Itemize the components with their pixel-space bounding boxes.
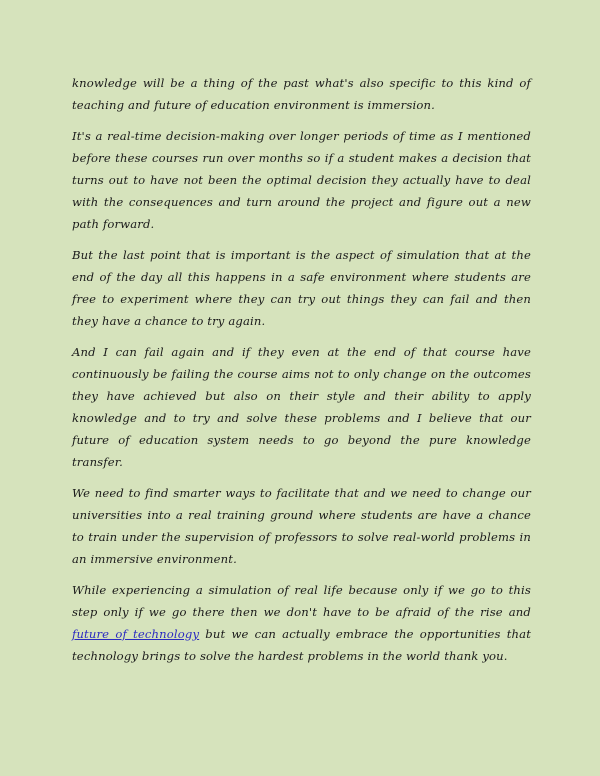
paragraph-conclusion	[72, 579, 531, 667]
future-of-technology-link[interactable]: future of technology	[72, 627, 200, 641]
paragraph-universities: We need to find smarter ways to facilitate that and we need to change our universities into a real training ground where students are have a chance to train under the supervision of professors to solve real-world problems in an immersive environment.	[72, 486, 531, 566]
conclusion-text-before: While experiencing a simulation of real life because only if we go to this step only if we go there then we don't have to be afraid of the rise and	[72, 583, 531, 619]
document-body	[72, 72, 531, 676]
paragraph-simulation: But the last point that is important is the aspect of simulation that at the end of the day all this happens in a safe environment where students are free to experiment where they can try out things they can fail and then they have a chance to try again.	[72, 248, 531, 328]
conclusion-text-after: but we can actually embrace the opportunities that technology brings to solve the hardest problems in the world thank you.	[72, 627, 532, 663]
paragraph-immersion: knowledge will be a thing of the past what's also specific to this kind of teaching and future of education environment is immersion.	[72, 76, 531, 112]
paragraph-failing: And I can fail again and if they even at the end of that course have continuously be failing the course aims not to only change on the outcomes they have achieved but also on their style and their ability to apply knowledge and to try and solve these problems and I believe that our future of education system needs to go beyond the pure knowledge transfer.	[72, 345, 531, 469]
paragraph-decision-making: It's a real-time decision-making over longer periods of time as I mentioned before these courses run over months so if a student makes a decision that turns out to have not been the optimal decision they actually have to deal with the consequences and turn around the project and figure out a new path forward.	[72, 129, 531, 231]
